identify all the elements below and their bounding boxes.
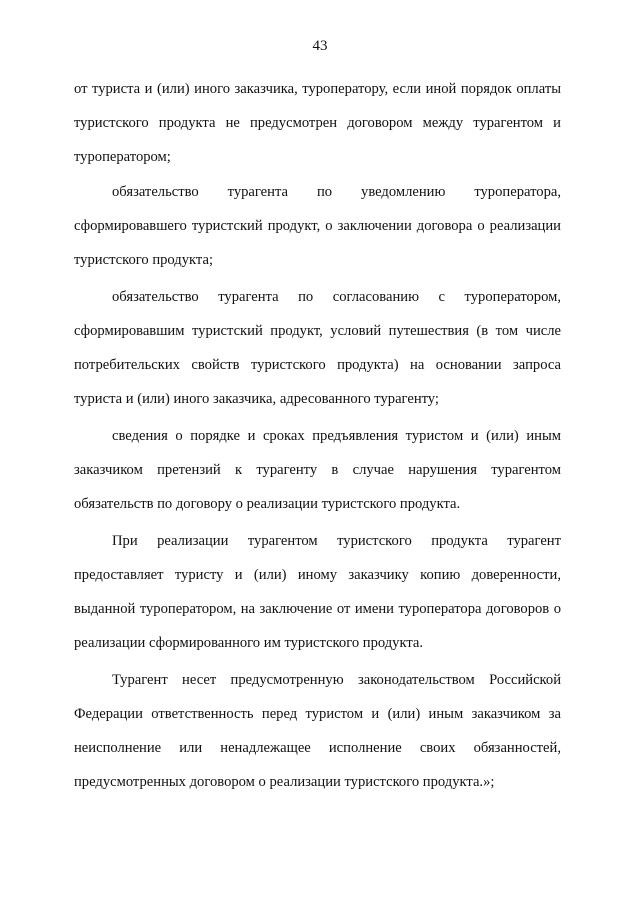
paragraph-continuation: от туриста и (или) иного заказчика, туроператору, если иной порядок оплаты туристского продукта не предусмотрен договором между турагентом и туроператором; <box>74 81 561 165</box>
document-body <box>74 72 561 799</box>
page-number: 43 <box>312 38 328 54</box>
paragraph-claims-procedure: сведения о порядке и сроках предъявления туристом и (или) иным заказчиком претензий к турагенту в случае нарушения турагентом обязательств по договору о реализации туристского продукта. <box>74 428 561 512</box>
paragraph-liability: Турагент несет предусмотренную законодательством Российской Федерации ответственность перед туристом и (или) иным заказчиком за неисполнение или ненадлежащее исполнение своих обязанностей, предусмотренных договором о реализации туристского продукта.»; <box>74 672 561 790</box>
paragraph-approval-obligation: обязательство турагента по согласованию с туроператором, сформировавшим туристский продукт, условий путешествия (в том числе потребительских свойств туристского продукта) на основании запроса туриста и (или) иного заказчика, адресованного турагенту; <box>74 289 561 407</box>
paragraph-notification-obligation: обязательство турагента по уведомлению туроператора, сформировавшего туристский продукт, о заключении договора о реализации туристского продукта; <box>74 184 561 268</box>
paragraph-power-of-attorney: При реализации турагентом туристского продукта турагент предоставляет туристу и (или) иному заказчику копию доверенности, выданной туроператором, на заключение от имени туроператора договоров о реализации сформированного им туристского продукта. <box>74 533 561 651</box>
